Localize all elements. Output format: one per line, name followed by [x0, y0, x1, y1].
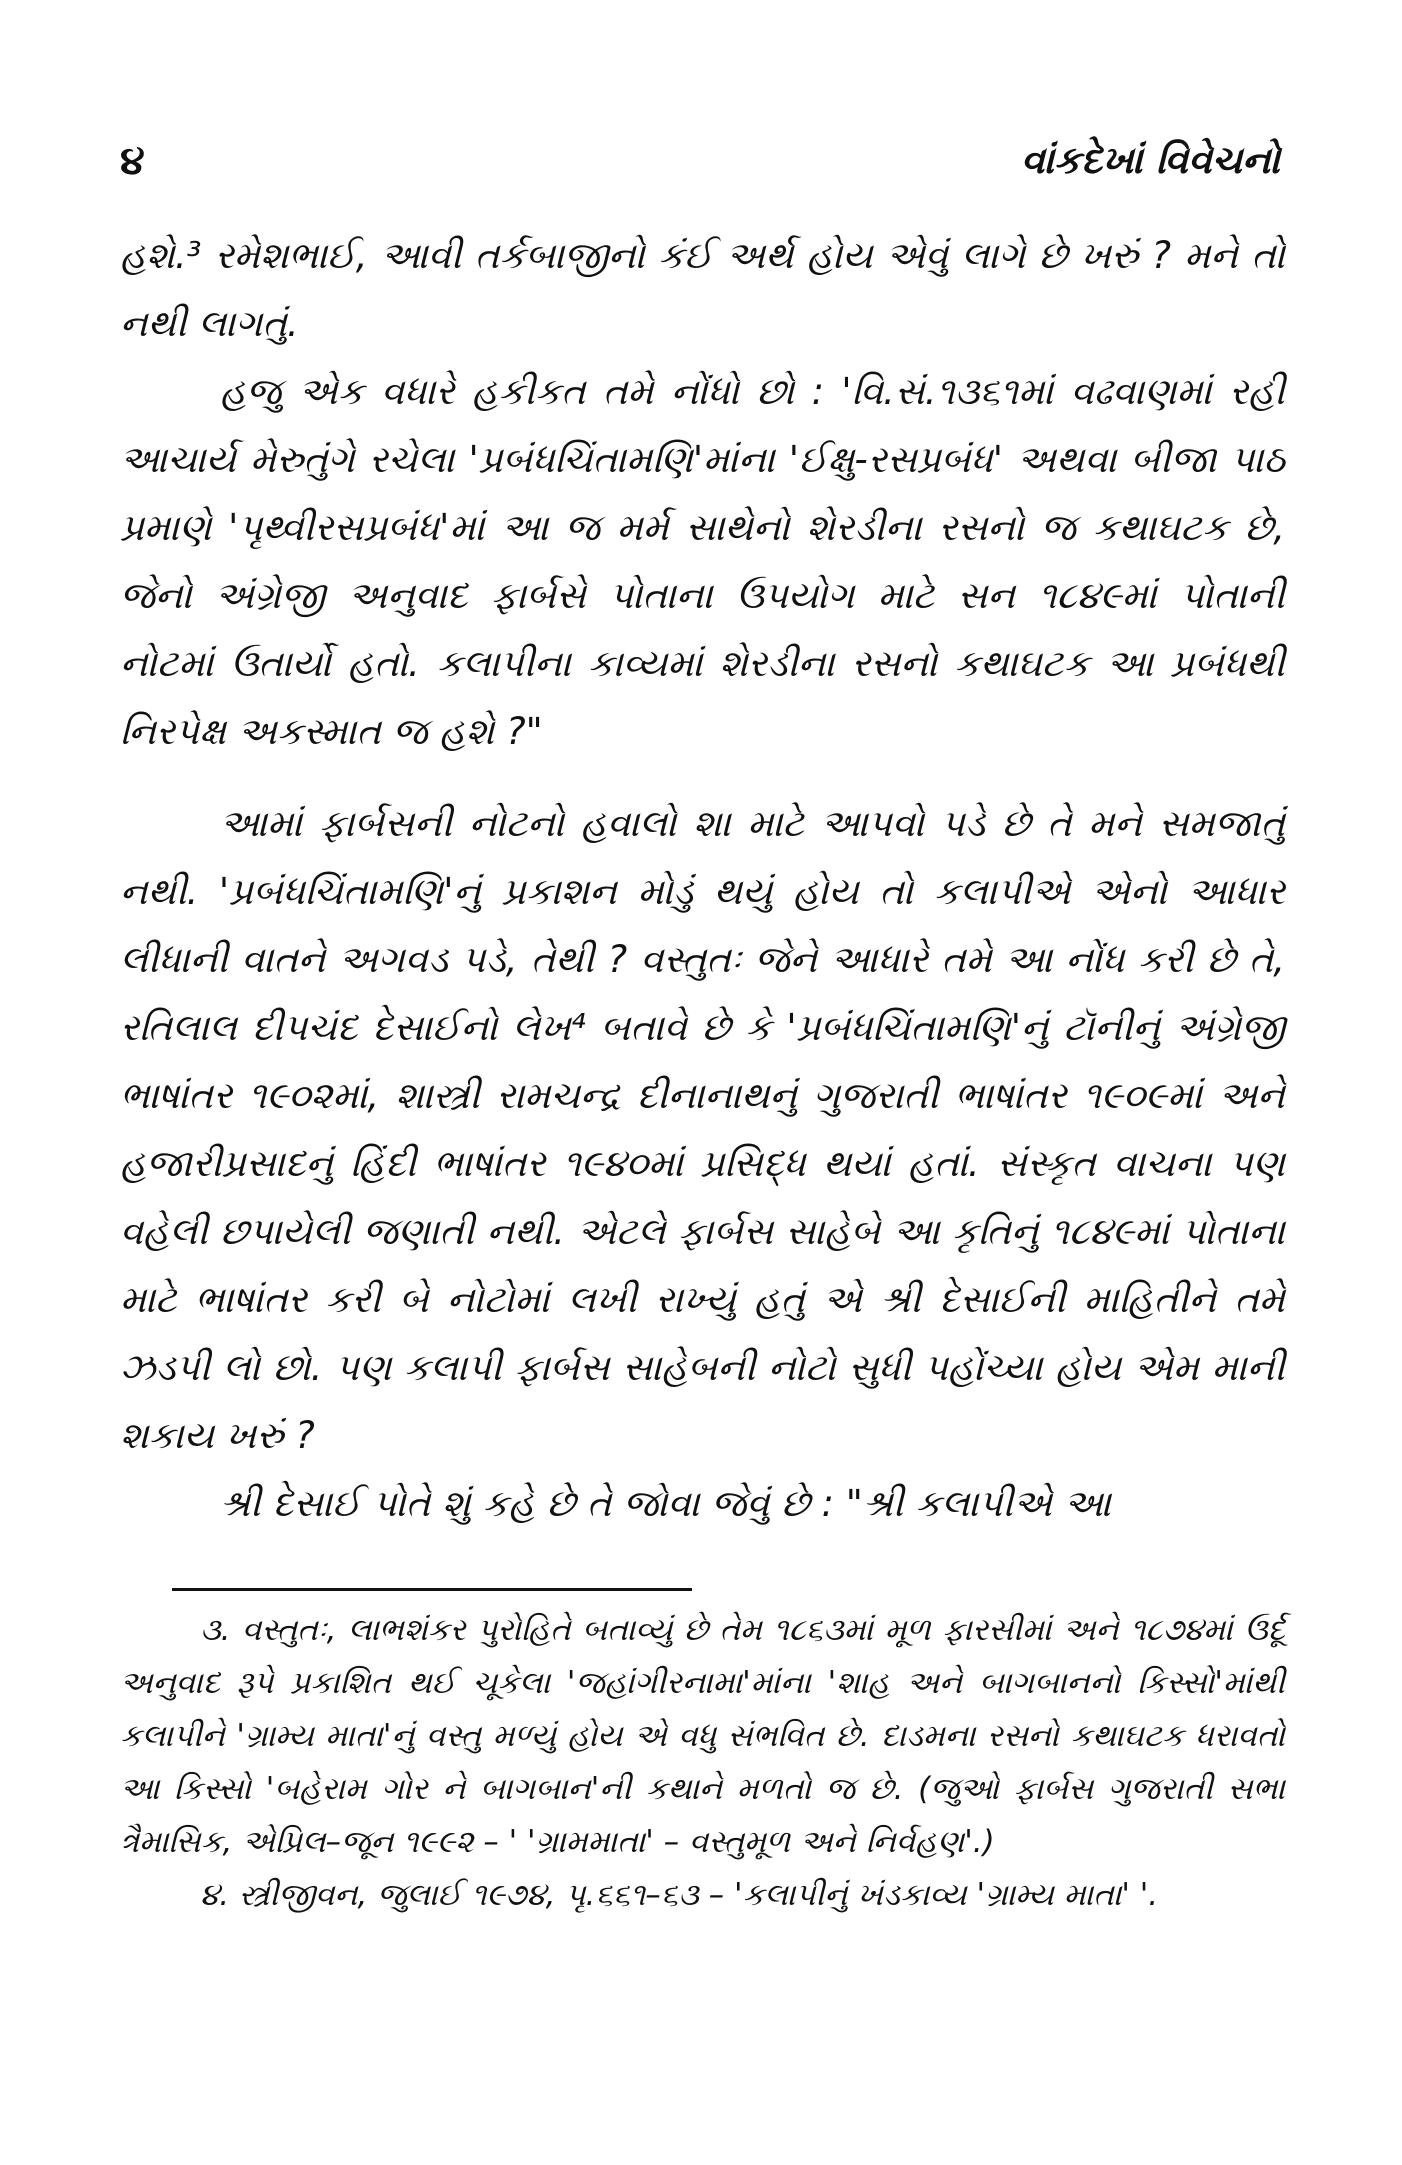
- footnotes: [120, 1604, 1285, 1922]
- footnote-divider: [172, 1588, 692, 1591]
- paragraph-3: આમાં ફાર્બસની નોટનો હવાલો શા માટે આપવો પડે છે તે મને સમજાતું નથી. 'પ્રબંધચિંતામણિ'નું પ્રકાશન મોડું થયું હોય તો કલાપીએ એનો આધાર લીધાની વાતને અગવડ પડે, તેથી ? વસ્તુતઃ જેને આધારે તમે આ નોંધ કરી છે તે, રતિલાલ દીપચંદ દેસાઈનો લેખ⁴ બતાવે છે કે 'પ્રબંધચિંતામણિ'નું ટૉનીનું અંગ્રેજી ભાષાંતર ૧૯૦૨માં, શાસ્ત્રી રામચન્દ્ર દીનાનાથનું ગુજરાતી ભાષાંતર ૧૯૦૯માં અને હજારીપ્રસાદનું હિંદી ભાષાંતર ૧૯૪૦માં પ્રસિદ્ધ થયાં હતાં. સંસ્કૃત વાચના પણ વહેલી છપાયેલી જણાતી નથી. એટલે ફાર્બસ સાહેબે આ કૃતિનું ૧૮૪૯માં પોતાના માટે ભાષાંતર કરી બે નોટોમાં લખી રાખ્યું હતું એ શ્રી દેસાઈની માહિતીને તમે ઝડપી લો છો. પણ કલાપી ફાર્બસ સાહેબની નોટો સુધી પહોંચ્યા હોય એમ માની શકાય ખરું ?: [120, 802, 1285, 1457]
- main-text: [120, 222, 1285, 1538]
- page-header: [120, 138, 1280, 198]
- paragraph-1: હશે.³ રમેશભાઈ, આવી તર્કબાજીનો કંઈ અર્થ હોય એવું લાગે છે ખરું ? મને તો નથી લાગતું.: [120, 234, 1285, 345]
- paragraph-4: શ્રી દેસાઈ પોતે શું કહે છે તે જોવા જેવું છે : "શ્રી કલાપીએ આ: [220, 1482, 1111, 1525]
- paragraph-2: હજુ એક વધારે હકીકત તમે નોંધો છો : 'વિ.સં.૧૩૬૧માં વઢવાણમાં રહી આચાર્ય મેરુતુંગે રચેલા 'પ્રબંધચિંતામણિ'માંના 'ઈક્ષુ-રસપ્રબંધ' અથવા બીજા પાઠ પ્રમાણે 'પૃથ્વીરસપ્રબંધ'માં આ જ મર્મ સાથેનો શેરડીના રસનો જ કથાઘટક છે, જેનો અંગ્રેજી અનુવાદ ફાર્બસે પોતાના ઉપયોગ માટે સન ૧૮૪૯માં પોતાની નોટમાં ઉતાર્યો હતો. કલાપીના કાવ્યમાં શેરડીના રસનો કથાઘટક આ પ્રબંધથી નિરપેક્ષ અકસ્માત જ હશે ?": [120, 370, 1285, 753]
- page-number: ૪: [120, 138, 145, 184]
- footnote-3: ૩. વસ્તુતઃ, લાભશંકર પુરોહિતે બતાવ્યું છે તેમ ૧૮૬૩માં મૂળ ફારસીમાં અને ૧૮૭૪માં ઉર્દૂ અનુવાદ રૂપે પ્રકાશિત થઈ ચૂકેલા 'જહાંગીરનામા'માંના 'શાહ અને બાગબાનનો કિસ્સો'માંથી કલાપીને 'ગ્રામ્ય માતા'નું વસ્તુ મળ્યું હોય એ વધુ સંભવિત છે. દાડમના રસનો કથાઘટક ધરાવતો આ કિસ્સો 'બહેરામ ગોર ને બાગબાન'ની કથાને મળતો જ છે. (જુઓ ફાર્બસ ગુજરાતી સભા ત્રૈમાસિક, એપ્રિલ–જૂન ૧૯૯૨ – ' 'ગ્રામમાતા' – વસ્તુમૂળ અને નિર્વહણ'.): [120, 1612, 1285, 1860]
- footnote-4: ૪. સ્ત્રીજીવન, જુલાઈ ૧૯૭૪, પૃ.૬૬૧–૬૩ – 'કલાપીનું ખંડકાવ્ય 'ગ્રામ્ય માતા' '.: [200, 1877, 1159, 1913]
- running-title: વાંકદેખાં વિવેચનો: [1021, 138, 1280, 182]
